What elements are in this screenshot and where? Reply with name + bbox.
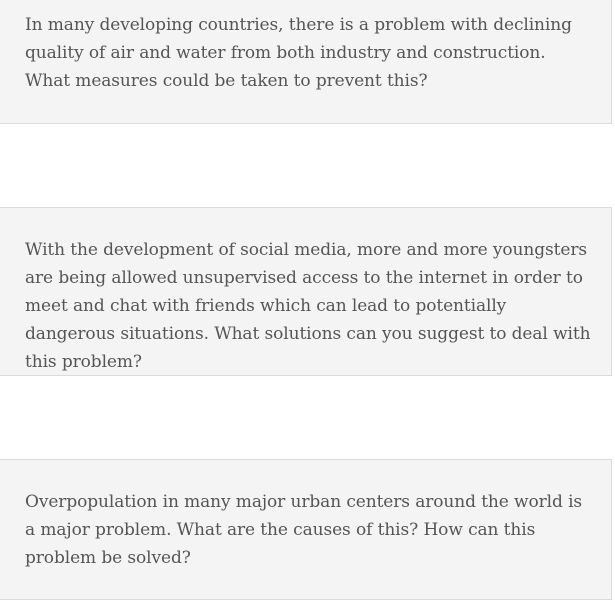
question-text: Overpopulation in many major urban centers around the world is a major problem. What are the causes of this? How can this problem be solved? (25, 492, 583, 568)
question-text: With the development of social media, more and more youngsters are being allowed unsupervised access to the internet in order to meet and chat with friends which can lead to potentially dangerous situations. What solutions can you suggest to deal with this problem? (25, 240, 591, 372)
question-card-2 (0, 207, 612, 376)
question-card-3 (0, 459, 612, 600)
question-text: In many developing countries, there is a problem with declining quality of air and water from both industry and construction. What measures could be taken to prevent this? (25, 15, 572, 91)
question-card-1 (0, 0, 612, 124)
